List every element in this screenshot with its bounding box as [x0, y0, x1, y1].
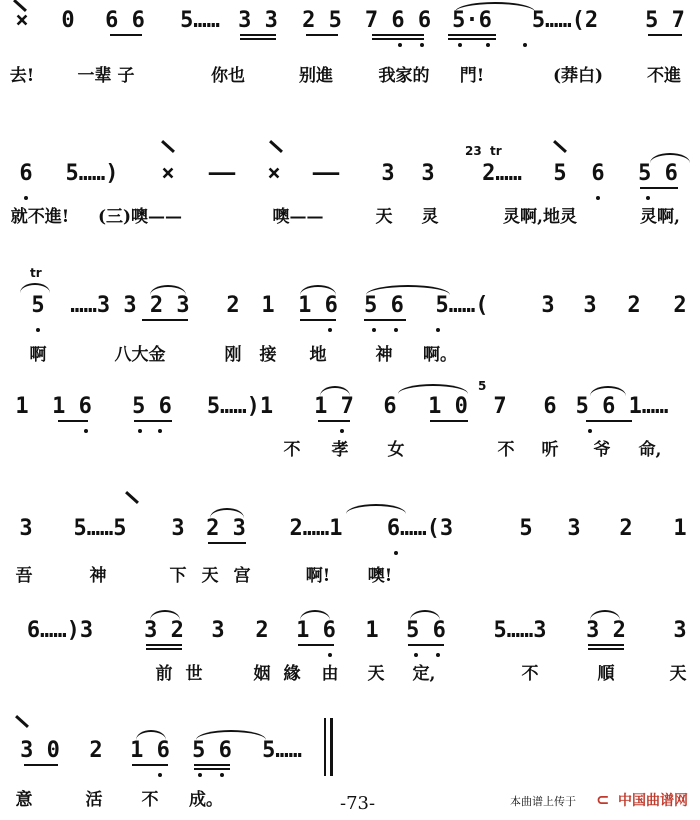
- note: 1 6: [296, 618, 336, 643]
- note: ……3 3 2 3: [70, 293, 190, 318]
- final-barline: [324, 718, 326, 776]
- note: 5 6: [638, 161, 678, 186]
- site-logo-icon: ⊂: [596, 790, 610, 809]
- note: 5 6 1……: [575, 394, 669, 419]
- lyric: 天: [201, 566, 219, 586]
- note: 2 5: [302, 8, 342, 33]
- note: 2 3: [206, 516, 246, 541]
- note: 5……: [262, 738, 302, 763]
- lyric: 順: [597, 664, 615, 684]
- lyric: 灵啊,: [640, 207, 680, 227]
- lyric: 姻: [253, 664, 271, 684]
- lyric: 去!: [9, 66, 35, 86]
- note: 6 6: [105, 8, 145, 33]
- note: 5……): [65, 161, 119, 186]
- lyric: 天: [367, 664, 385, 684]
- note: 3 0: [20, 738, 60, 763]
- grace-notes: 23: [465, 144, 482, 158]
- lyric: 别進: [299, 66, 333, 86]
- lyric: 我家的: [378, 66, 430, 86]
- note: 3: [171, 516, 185, 541]
- note: 5……(2: [531, 8, 599, 33]
- note: 5·6: [452, 8, 492, 33]
- lyric: 啊。: [423, 345, 457, 365]
- note: 6: [543, 394, 557, 419]
- note: 5……5: [73, 516, 127, 541]
- note: 3 3: [238, 8, 278, 33]
- lyric: 啊!: [305, 566, 331, 586]
- note: 3: [421, 161, 435, 186]
- lyric: 噢——: [272, 207, 324, 227]
- note: 2: [226, 293, 240, 318]
- accent-mark: [553, 140, 567, 153]
- note: 2: [673, 293, 687, 318]
- note: 5: [553, 161, 567, 186]
- trill-mark: tr: [30, 266, 42, 280]
- lyric: 天: [669, 664, 687, 684]
- note: 5: [519, 516, 533, 541]
- note: 2……1: [289, 516, 343, 541]
- note: 5 6: [192, 738, 232, 763]
- lyric: 活: [85, 790, 103, 810]
- note: ——: [312, 161, 340, 186]
- note: 2: [89, 738, 103, 763]
- notation-line: [0, 379, 700, 426]
- note: 7 6 6: [364, 8, 432, 33]
- note: ——: [208, 161, 236, 186]
- note: 6: [19, 161, 33, 186]
- lyric: 就不進!: [10, 207, 70, 227]
- lyric: 成。: [189, 790, 223, 810]
- lyric: 接: [259, 345, 277, 365]
- note: 2: [619, 516, 633, 541]
- lyric: 神: [89, 566, 107, 586]
- lyric: 刚: [224, 345, 242, 365]
- lyric: 命,: [638, 440, 662, 460]
- note: 2……: [482, 161, 522, 186]
- accent-mark: [15, 715, 29, 728]
- lyric: 啊: [29, 345, 47, 365]
- note: 1 6: [130, 738, 170, 763]
- note: 5 6: [132, 394, 172, 419]
- note: 7: [493, 394, 507, 419]
- trill-mark: tr: [490, 144, 502, 158]
- note: 3: [567, 516, 581, 541]
- lyric-line: [0, 66, 700, 96]
- lyric: 八大金: [114, 345, 166, 365]
- lyric: 不進: [647, 66, 681, 86]
- lyric: 門!: [459, 66, 485, 86]
- lyric: 噢!: [367, 566, 393, 586]
- note: 5 6: [364, 293, 404, 318]
- lyric: 一辈 子: [77, 66, 135, 86]
- note: 1 6: [52, 394, 92, 419]
- note: 3: [541, 293, 555, 318]
- lyric-line: [0, 440, 700, 470]
- lyric: 灵: [421, 207, 439, 227]
- lyric: 意: [15, 790, 33, 810]
- note: 3 2: [586, 618, 626, 643]
- note: 5……3: [493, 618, 547, 643]
- note: 3: [583, 293, 597, 318]
- note: 3: [211, 618, 225, 643]
- lyric: 不: [283, 440, 301, 460]
- note: 1 6: [298, 293, 338, 318]
- note: 6: [383, 394, 397, 419]
- lyric: 地: [309, 345, 327, 365]
- note: 1: [365, 618, 379, 643]
- note: 3: [381, 161, 395, 186]
- lyric-line: [0, 345, 700, 375]
- lyric: (三)噢——: [97, 207, 183, 227]
- lyric: 灵啊,地灵: [503, 207, 577, 227]
- lyric-line: [0, 566, 700, 596]
- note: 1 0: [428, 394, 468, 419]
- note: 1: [15, 394, 29, 419]
- lyric: (莽白): [552, 66, 604, 86]
- notation-line: [0, 10, 700, 40]
- lyric: 下: [169, 566, 187, 586]
- note: 6……(3: [386, 516, 454, 541]
- lyric: 你也: [211, 66, 245, 86]
- lyric-line: [0, 207, 700, 237]
- note: 2: [627, 293, 641, 318]
- lyric: 前: [155, 664, 173, 684]
- notation-line: [0, 266, 700, 325]
- lyric: 緣: [283, 664, 301, 684]
- lyric: 世: [185, 664, 203, 684]
- notation-line: [0, 518, 700, 548]
- lyric: 吾: [15, 566, 33, 586]
- note: 6……)3: [26, 618, 94, 643]
- note: 0: [61, 8, 75, 33]
- upload-note: 本曲谱上传于: [510, 796, 576, 808]
- note: 5……: [180, 8, 220, 33]
- notation-line: [0, 144, 700, 193]
- lyric-line: [0, 664, 700, 694]
- page-number: -73-: [340, 793, 376, 814]
- notation-line: [0, 740, 700, 770]
- note: 3: [19, 516, 33, 541]
- note: 1: [261, 293, 275, 318]
- lyric: 不: [141, 790, 159, 810]
- lyric: 听: [541, 440, 559, 460]
- note: 6: [591, 161, 605, 186]
- note: ×: [161, 161, 175, 186]
- lyric: 孝: [331, 440, 349, 460]
- lyric: 宫: [233, 566, 251, 586]
- grace-note: 5: [478, 379, 487, 393]
- lyric: 定,: [412, 664, 436, 684]
- note: 5 7: [645, 8, 685, 33]
- site-name-link[interactable]: 中国曲谱网: [618, 792, 688, 808]
- note: 5……(: [435, 293, 489, 318]
- note: 5: [31, 293, 45, 318]
- final-barline-thick: [330, 718, 333, 776]
- lyric: 不: [521, 664, 539, 684]
- note: 1: [673, 516, 687, 541]
- note: 3: [673, 618, 687, 643]
- lyric: 不: [497, 440, 515, 460]
- lyric: 爷: [593, 440, 611, 460]
- note: 5 6: [406, 618, 446, 643]
- note: 3 2: [144, 618, 184, 643]
- note: 2: [255, 618, 269, 643]
- note: ×: [267, 161, 281, 186]
- accent-mark: [125, 491, 139, 504]
- note: 5……)1: [206, 394, 274, 419]
- lyric: 神: [375, 345, 393, 365]
- lyric: 天: [375, 207, 393, 227]
- lyric: 女: [387, 440, 405, 460]
- note: ×: [15, 8, 29, 33]
- notation-line: [0, 620, 700, 650]
- accent-mark: [161, 140, 175, 153]
- note: 1 7: [314, 394, 354, 419]
- lyric: 由: [321, 664, 339, 684]
- accent-mark: [269, 140, 283, 153]
